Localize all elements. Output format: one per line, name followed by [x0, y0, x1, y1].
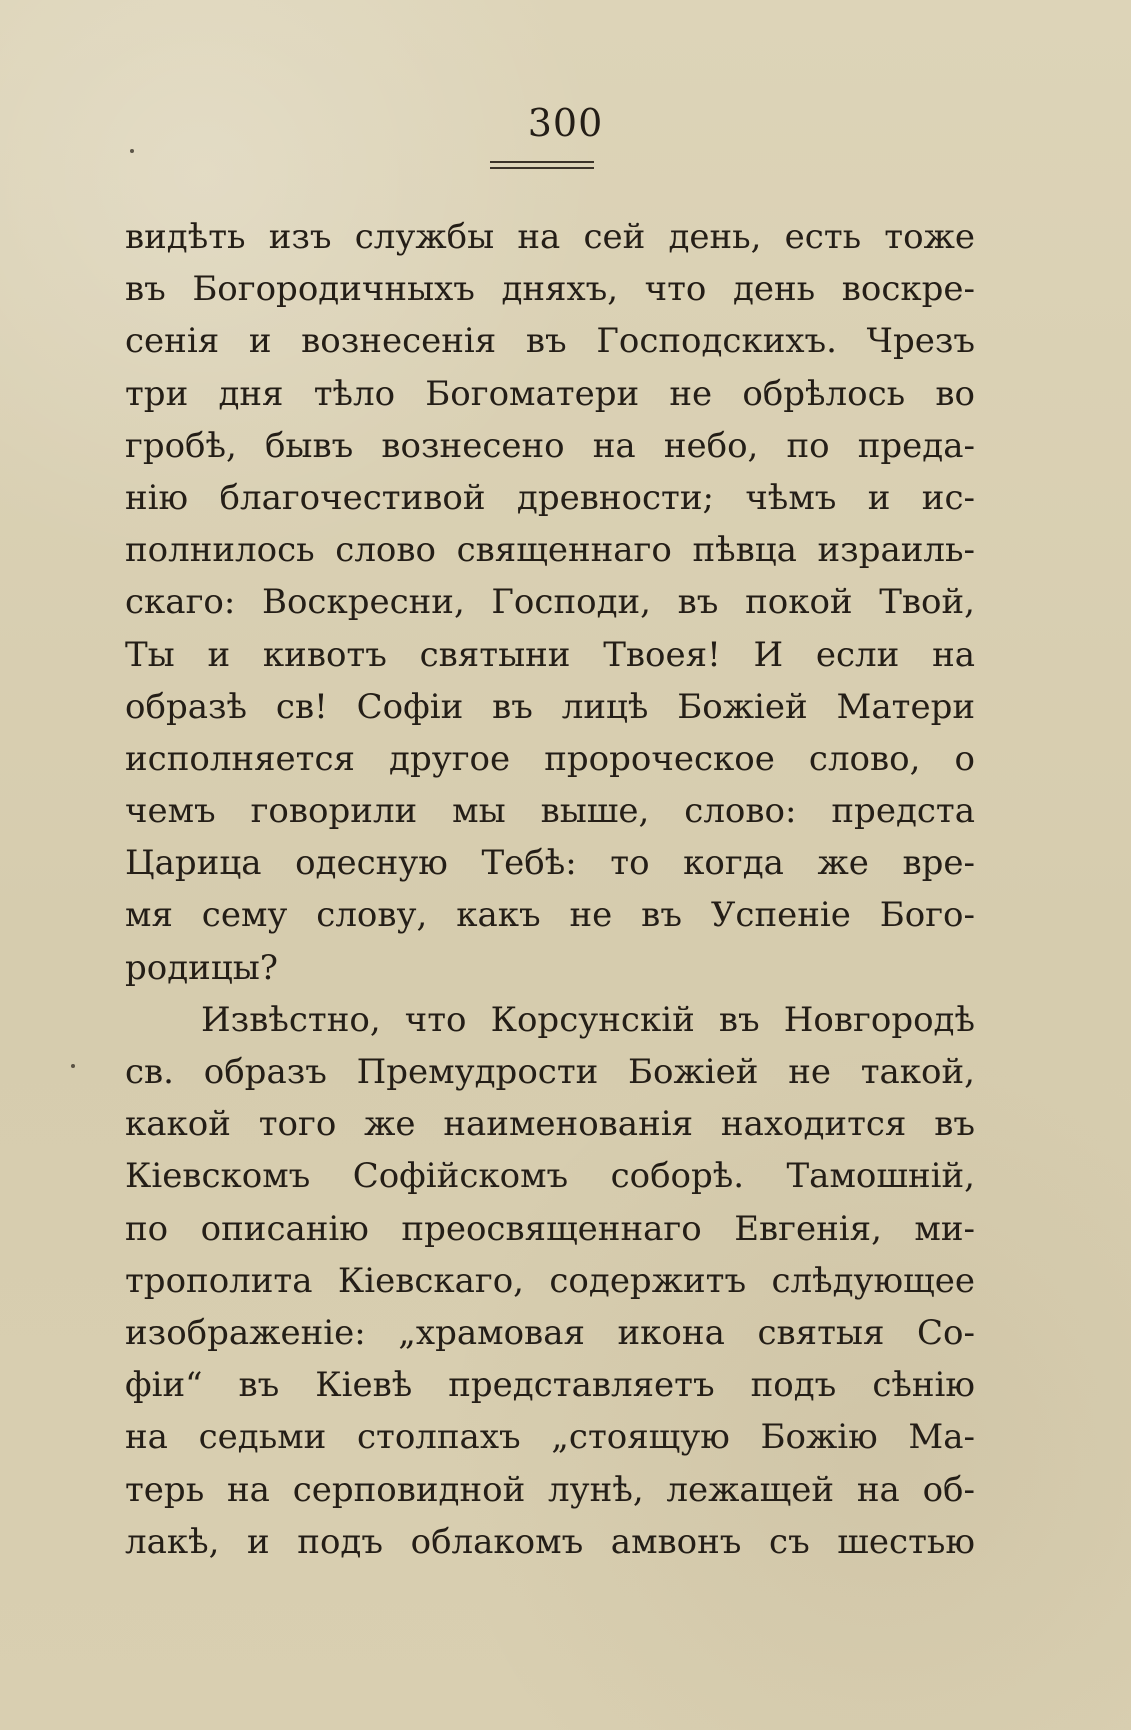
paragraph-1: [125, 211, 975, 994]
text-line: гробѣ, бывъ вознесено на небо, по преда-: [125, 425, 975, 466]
page-number: 300: [527, 101, 604, 145]
text-line: чемъ говорили мы выше, слово: предста: [125, 791, 975, 832]
text-line: образѣ св! Софіи въ лицѣ Божіей Матери: [125, 686, 975, 727]
text-line: по описанію преосвященнаго Евгенія, ми-: [125, 1208, 975, 1249]
text-line: три дня тѣло Богоматери не обрѣлось во: [125, 373, 975, 414]
paragraph-2: [125, 994, 975, 1568]
text-line: фіи“ въ Кіевѣ представляетъ подъ сѣнію: [125, 1365, 975, 1406]
text-line: изображеніе: „храмовая икона святыя Со-: [125, 1312, 975, 1353]
scan-dot-top: [130, 149, 134, 153]
text-line: нію благочестивой древности; чѣмъ и ис-: [125, 477, 975, 518]
page-number-underline-bottom: [490, 167, 594, 169]
text-line: въ Богородичныхъ дняхъ, что день воскре-: [125, 269, 975, 310]
text-line: лакѣ, и подъ облакомъ амвонъ съ шестью: [125, 1521, 975, 1562]
text-line: какой того же наименованія находится въ: [125, 1104, 975, 1145]
text-line: исполняется другое пророческое слово, о: [125, 738, 975, 779]
text-line: терь на серповидной лунѣ, лежащей на об-: [125, 1469, 975, 1510]
text-line: Извѣстно, что Корсунскій въ Новгородѣ: [201, 999, 975, 1040]
text-line: трополита Кіевскаго, содержитъ слѣдующее: [125, 1260, 975, 1301]
text-line: полнилось слово священнаго пѣвца израиль-: [125, 530, 975, 571]
text-line: мя сему слову, какъ не въ Успеніе Бого-: [125, 895, 975, 936]
text-line: Царица одесную Тебѣ: то когда же вре-: [125, 843, 975, 884]
page-number-underline-top: [490, 161, 594, 163]
text-line: сенія и вознесенія въ Господскихъ. Чрезъ: [125, 321, 975, 362]
body-text: [125, 211, 975, 1568]
text-line: Ты и кивотъ святыни Твоея! И если на: [125, 634, 975, 675]
text-line: Кіевскомъ Софійскомъ соборѣ. Тамошній,: [125, 1156, 975, 1197]
text-line: скаго: Воскресни, Господи, въ покой Твой,: [125, 582, 975, 623]
text-line: на седьми столпахъ „стоящую Божію Ма-: [125, 1417, 975, 1458]
text-line: родицы?: [125, 947, 278, 988]
text-line: св. образъ Премудрости Божіей не такой,: [125, 1052, 975, 1092]
text-line: видѣть изъ службы на сей день, есть тоже: [125, 217, 975, 257]
scan-dot-middle: [71, 1064, 75, 1068]
